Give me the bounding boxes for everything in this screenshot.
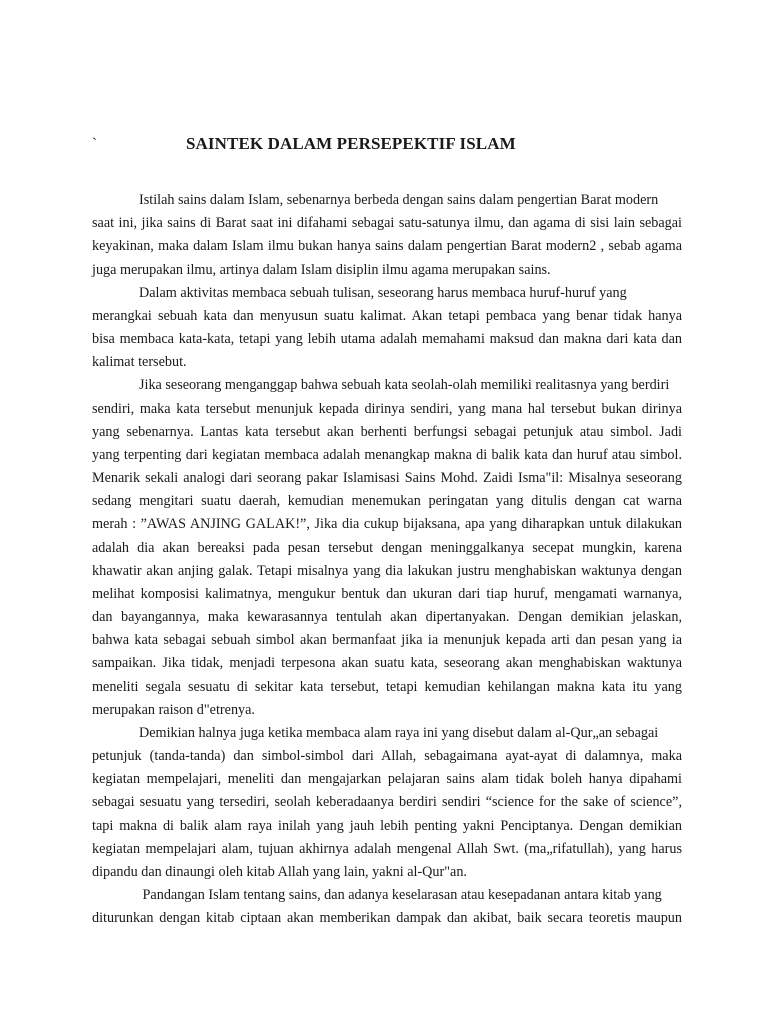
- text-line: merupakan raison d"etrenya.: [92, 701, 255, 718]
- text-line: dipandu dan dinaungi oleh kitab Allah yang lain, yakni al-Qur"an.: [92, 863, 467, 880]
- text-line: meneliti segala sesuatu di sekitar kata tersebut, tetapi kemudian kehilangan makna kata itu yang: [92, 678, 682, 695]
- text-line: Demikian halnya juga ketika membaca alam raya ini yang disebut dalam al-Qur„an sebagai: [139, 724, 659, 741]
- text-line: bisa membaca kata-kata, tetapi yang lebih utama adalah memahami maksud dan makna dari kata dan: [92, 331, 682, 348]
- text-line: yang terpenting dari kegiatan membaca adalah menangkap makna di balik kata dan huruf atau simbol.: [92, 446, 682, 463]
- text-line: melihat komposisi kalimatnya, mengukur bentuk dan ukuran dari tiap huruf, mengamati warnanya,: [92, 585, 682, 602]
- text-line: Menarik sekali analogi dari seorang pakar Islamisasi Sains Mohd. Zaidi Isma"il: Misalnya seseorang: [92, 470, 682, 487]
- text-line: keyakinan, maka dalam Islam ilmu bukan hanya sains dalam pengertian Barat modern2 , sebab agama: [92, 238, 682, 255]
- text-line: saat ini, jika sains di Barat saat ini difahami sebagai satu-satunya ilmu, dan agama di sisi lain sebagai: [92, 215, 682, 232]
- text-line: Istilah sains dalam Islam, sebenarnya berbeda dengan sains dalam pengertian Barat modern: [139, 192, 659, 208]
- text-line: kegiatan mempelajari, meneliti dan mengajarkan pelajaran sains alam tidak boleh hanya dipahami: [92, 771, 682, 788]
- text-line: kegiatan mempelajari alam, tujuan akhirnya adalah mengenal Allah Swt. (ma„rifatullah), yang harus: [92, 840, 682, 857]
- text-line: tapi makna di balik alam raya inilah yang jauh lebih penting yakni Penciptanya. Dengan demikian: [92, 817, 682, 834]
- text-line: bahwa kata sebagai sebuah simbol akan bermanfaat jika ia menunjuk kepada arti dan pesan yang ia: [92, 632, 682, 649]
- text-line: sampaikan. Jika tidak, menjadi terpesona akan suatu kata, seseorang akan menghabiskan waktunya: [92, 655, 682, 672]
- text-line: petunjuk (tanda-tanda) dan simbol-simbol dari Allah, sebagaimana ayat-ayat di dalamnya, maka: [92, 748, 682, 765]
- text-line: yang sebenarnya. Lantas kata tersebut akan berhenti berfungsi sebagai petunjuk atau simbol. Jadi: [92, 423, 682, 440]
- text-line: merangkai sebuah kata dan menyusun suatu kalimat. Akan tetapi pembaca yang benar tidak hanya: [92, 307, 682, 324]
- text-line: Jika seseorang menganggap bahwa sebuah kata seolah-olah memiliki realitasnya yang berdiri: [139, 377, 670, 394]
- text-line: sedang mengitari suatu daerah, kemudian menemukan peringatan yang ditulis dengan cat warna: [92, 493, 682, 510]
- text-line: Dalam aktivitas membaca sebuah tulisan, seseorang harus membaca huruf-huruf yang: [139, 284, 627, 301]
- body-text: [92, 189, 682, 931]
- page-title: SAINTEK DALAM PERSEPEKTIF ISLAM: [186, 134, 516, 153]
- text-line: khawatir akan anjing galak. Tetapi misalnya yang dia lakukan justru menghabiskan waktunya dengan: [92, 562, 682, 579]
- text-line: merah : ”AWAS ANJING GALAK!”, Jika dia cukup bijaksana, apa yang diharapkan untuk dilakukan: [92, 516, 682, 533]
- text-line: kalimat tersebut.: [92, 354, 187, 371]
- text-line: juga merupakan ilmu, artinya dalam Islam disiplin ilmu agama merupakan sains.: [92, 261, 551, 278]
- stray-backtick: `: [92, 136, 97, 152]
- text-line: adalah dia akan bereaksi pada pesan tersebut dengan meninggalkanya secepat mungkin, karena: [92, 539, 682, 556]
- text-line: dan bayangannya, maka kewarasannya tentulah akan dipertanyakan. Dengan demikian jelaskan,: [92, 609, 682, 626]
- text-line: sendiri, maka kata tersebut menunjuk kepada dirinya sendiri, yang mana hal tersebut bukan dirinya: [92, 400, 682, 417]
- text-line: diturunkan dengan kitab ciptaan akan memberikan dampak dan akibat, baik secara teoretis maupun: [92, 910, 682, 927]
- text-line: Pandangan Islam tentang sains, dan adanya keselarasan atau kesepadanan antara kitab yang: [139, 887, 662, 904]
- text-line: sebagai sesuatu yang tersediri, seolah keberadaanya berdiri sendiri “science for the sake of science”,: [92, 794, 682, 811]
